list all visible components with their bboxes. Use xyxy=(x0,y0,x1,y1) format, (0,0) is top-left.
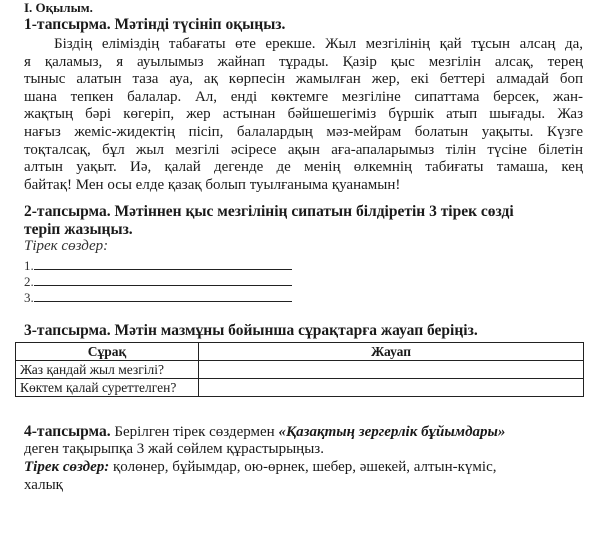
question-cell: Жаз қандай жыл мезгілі? xyxy=(16,361,199,379)
keywords-list-cont: халық xyxy=(24,477,63,493)
text-line: тоқталсақ, бұл жыл мезгілі әсіресе ақын аға-апаларымыз тілін түсіне білетін xyxy=(24,141,583,158)
table-header-row xyxy=(16,343,584,361)
task2-heading: 2-тапсырма. Мәтіннен қыс мезгілінің сипатын білдіретін 3 тірек сөзді xyxy=(24,203,514,220)
keywords-list: қолөнер, бұйымдар, ою-өрнек, шебер, әшекей, алтын-күміс, xyxy=(109,459,497,475)
table-row xyxy=(16,379,584,397)
text-line: я қаламыз, я ауылымыз жайнап тұрады. Қазір қыс мезгілін алсақ, терең xyxy=(24,53,583,70)
answer-blank-1[interactable] xyxy=(24,258,292,274)
text-line: Біздің еліміздің табағаты өте ерекше. Жыл мезгілінің қай тұсын алсаң да, xyxy=(54,36,583,52)
task4-text-cont: деген тақырыпқа 3 жай сөйлем құрастырыңыз. xyxy=(24,441,324,457)
column-header-question: Сұрақ xyxy=(16,343,199,361)
keywords-label: Тірек сөздер: xyxy=(24,459,110,475)
question-cell: Көктем қалай суреттелген? xyxy=(16,379,199,397)
text-line: жақтың бәрі көгеріп, жер астынан бәйшешегіміз бүршік атып шығады. Жаз xyxy=(24,106,583,123)
task2-heading-cont: теріп жазыңыз. xyxy=(24,221,133,238)
qa-table xyxy=(15,342,584,397)
text-line: нағыз жеміс-жидектің пісіп, балалардың мәз-мейрам болатын уақыты. Күзге xyxy=(24,123,583,140)
answer-cell[interactable] xyxy=(199,379,584,397)
text-line: шана тепкен балалар. Ал, енді көктемге мезгіліне сипаттама берсек, жан- xyxy=(24,88,583,105)
table-row xyxy=(16,361,584,379)
task1-heading: 1-тапсырма. Мәтінді түсініп оқыңыз. xyxy=(24,16,286,33)
blank-number: 2. xyxy=(24,274,34,289)
task4-text: Берілген тірек сөздермен xyxy=(110,424,279,440)
task4-label: 4-тапсырма. xyxy=(24,423,111,440)
task4-keywords xyxy=(24,459,497,476)
answer-cell[interactable] xyxy=(199,361,584,379)
task3-heading: 3-тапсырма. Мәтін мазмұны бойынша сұрақтарға жауап беріңіз. xyxy=(24,322,478,339)
text-line: тыныс алатын таза ауа, ақ көрпесін жамылған жер, екі беттері алмадай боп xyxy=(24,71,583,88)
answer-blank-2[interactable] xyxy=(24,274,292,290)
answer-blank-3[interactable] xyxy=(24,290,292,306)
reading-text xyxy=(24,36,583,194)
section-title: I. Оқылым. xyxy=(24,0,93,15)
text-line: байтақ! Мен осы елде қазақ болып туылғаныма қуанамын! xyxy=(24,176,401,193)
text-line: алтын уақыт. Иә, қалай дегенде де менің өлкемнің табиғаты тамаша, кең xyxy=(24,159,583,176)
task4-topic: «Қазақтың зергерлік бұйымдары» xyxy=(278,424,506,440)
column-header-answer: Жауап xyxy=(199,343,584,361)
blank-number: 1. xyxy=(24,258,34,273)
blank-number: 3. xyxy=(24,290,34,305)
task2-subheading: Тірек сөздер: xyxy=(24,238,109,254)
task4-heading xyxy=(24,423,505,441)
